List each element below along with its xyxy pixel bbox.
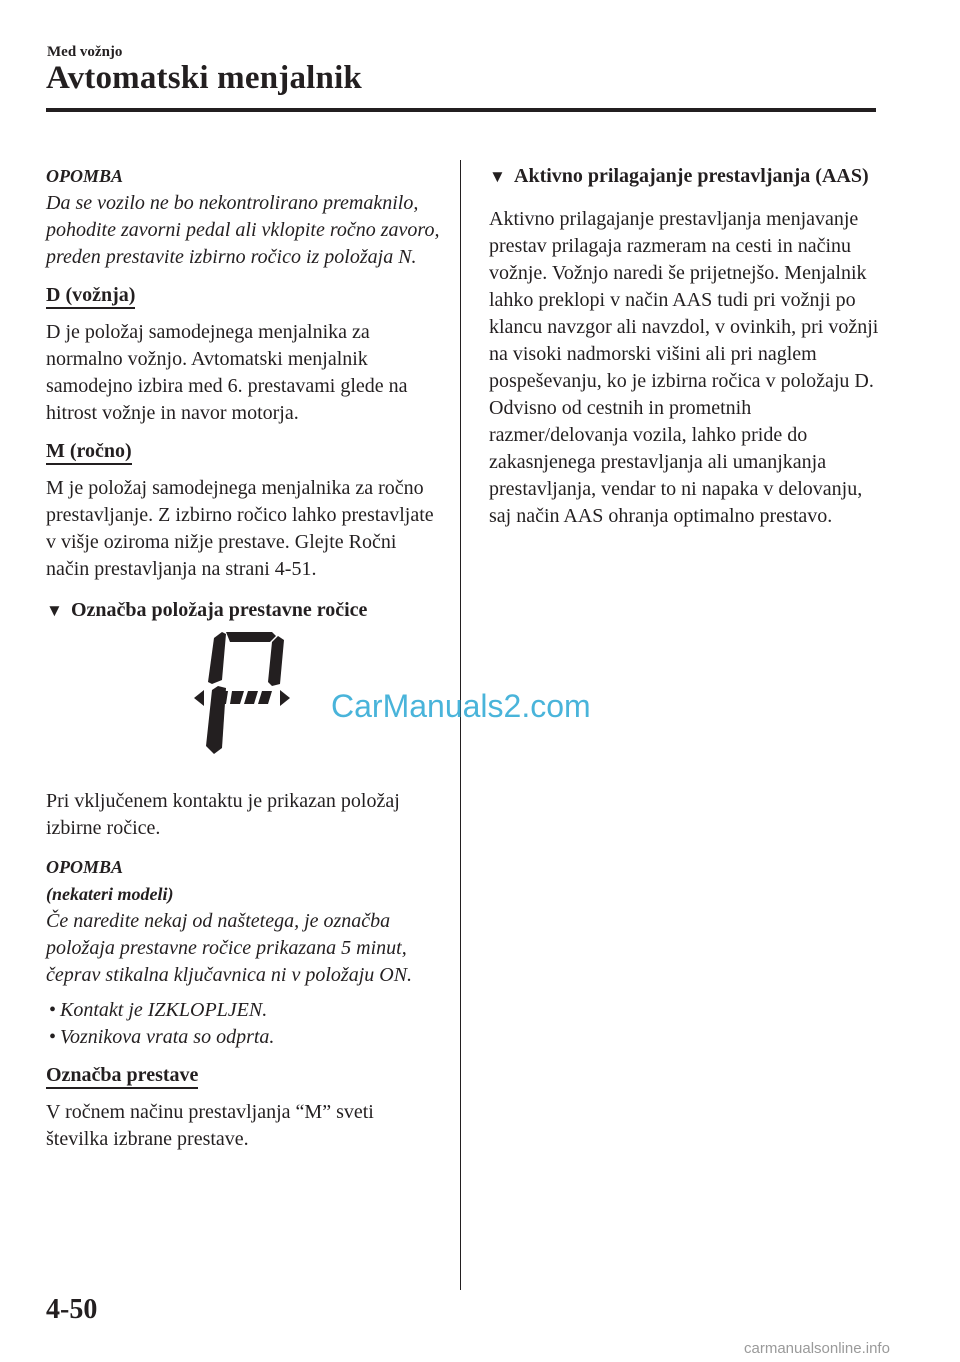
aas-text: Aktivno prilagajanje prestavljanja menjavanje prestav prilagaja razmeram na cesti in načinu vožnje. Vožnjo naredi še prijetnejšo. Menjalnik lahko preklopi v način AAS tudi pri vožnji po klancu navzgor ali navzdol, v ovinkih, pri vožnji na visoki nadmorski višini ali pri naglem pospeševanju, ko je izbirna ročica v položaju D. Odvisno od cestnih in prometnih razmer/delovanja vozila, lahko pride do zakasnjenega prestavljanja ali umanjkanja prestavljanja, vendar to ni napaka v delovanju, saj način AAS ohranja optimalno prestavo.	[489, 208, 879, 527]
section-label: Med vožnjo	[47, 44, 123, 60]
right-column	[489, 163, 884, 530]
bullet-icon: •	[49, 999, 57, 1021]
indicator-heading	[46, 597, 441, 624]
manual-heading: M (ročno)	[46, 439, 132, 465]
note-heading: OPOMBA	[46, 166, 124, 186]
manual-text: M je položaj samodejnega menjalnika za ročno prestavljanje. Z izbirno ročico lahko prestavljate v višje oziroma nižje prestave. Glejte Ročni način prestavljanja na strani 4-51.	[46, 477, 434, 580]
note-subheading: (nekateri modeli)	[46, 884, 174, 904]
note-text: Da se vozilo ne bo nekontrolirano premaknilo, pohodite zavorni pedal ali vklopite ročno zavoro, preden prestavite izbirno ročico iz položaja N.	[46, 192, 440, 268]
watermark: CarManuals2.com	[331, 688, 591, 724]
drive-heading: D (vožnja)	[46, 283, 135, 309]
gear-text: V ročnem načinu prestavljanja “M” sveti številka izbrane prestave.	[46, 1101, 374, 1150]
aas-heading-text: Aktivno prilagajanje prestavljanja (AAS)	[514, 165, 869, 187]
page-title: Avtomatski menjalnik	[46, 60, 362, 96]
left-column	[46, 163, 441, 1153]
list-item: • Kontakt je IZKLOPLJEN.	[46, 997, 441, 1024]
aas-heading	[489, 163, 884, 190]
drive-text: D je položaj samodejnega menjalnika za normalno vožnjo. Avtomatski menjalnik samodejno izbira med 6. prestavami glede na hitrost vožnje in navor motorja.	[46, 321, 408, 424]
triangle-down-icon: ▼	[489, 167, 506, 186]
footer-watermark: carmanualsonline.info	[744, 1340, 890, 1357]
header-rule	[46, 108, 876, 112]
note-text: Če naredite nekaj od naštetega, je označba položaja prestavne ročice prikazana 5 minut, čeprav stikalna ključavnica ni v položaju ON.	[46, 910, 413, 986]
column-divider	[460, 160, 461, 1290]
gear-heading: Označba prestave	[46, 1063, 198, 1089]
list-item: • Voznikova vrata so odprta.	[46, 1024, 441, 1051]
indicator-heading-text: Označba položaja prestavne ročice	[71, 599, 368, 621]
bullet-icon: •	[49, 1026, 57, 1048]
triangle-down-icon: ▼	[46, 601, 63, 620]
bullet-list	[46, 997, 441, 1051]
page-number: 4-50	[46, 1294, 98, 1325]
note-heading: OPOMBA	[46, 857, 124, 877]
indicator-text: Pri vključenem kontaktu je prikazan položaj izbirne ročice.	[46, 790, 400, 839]
